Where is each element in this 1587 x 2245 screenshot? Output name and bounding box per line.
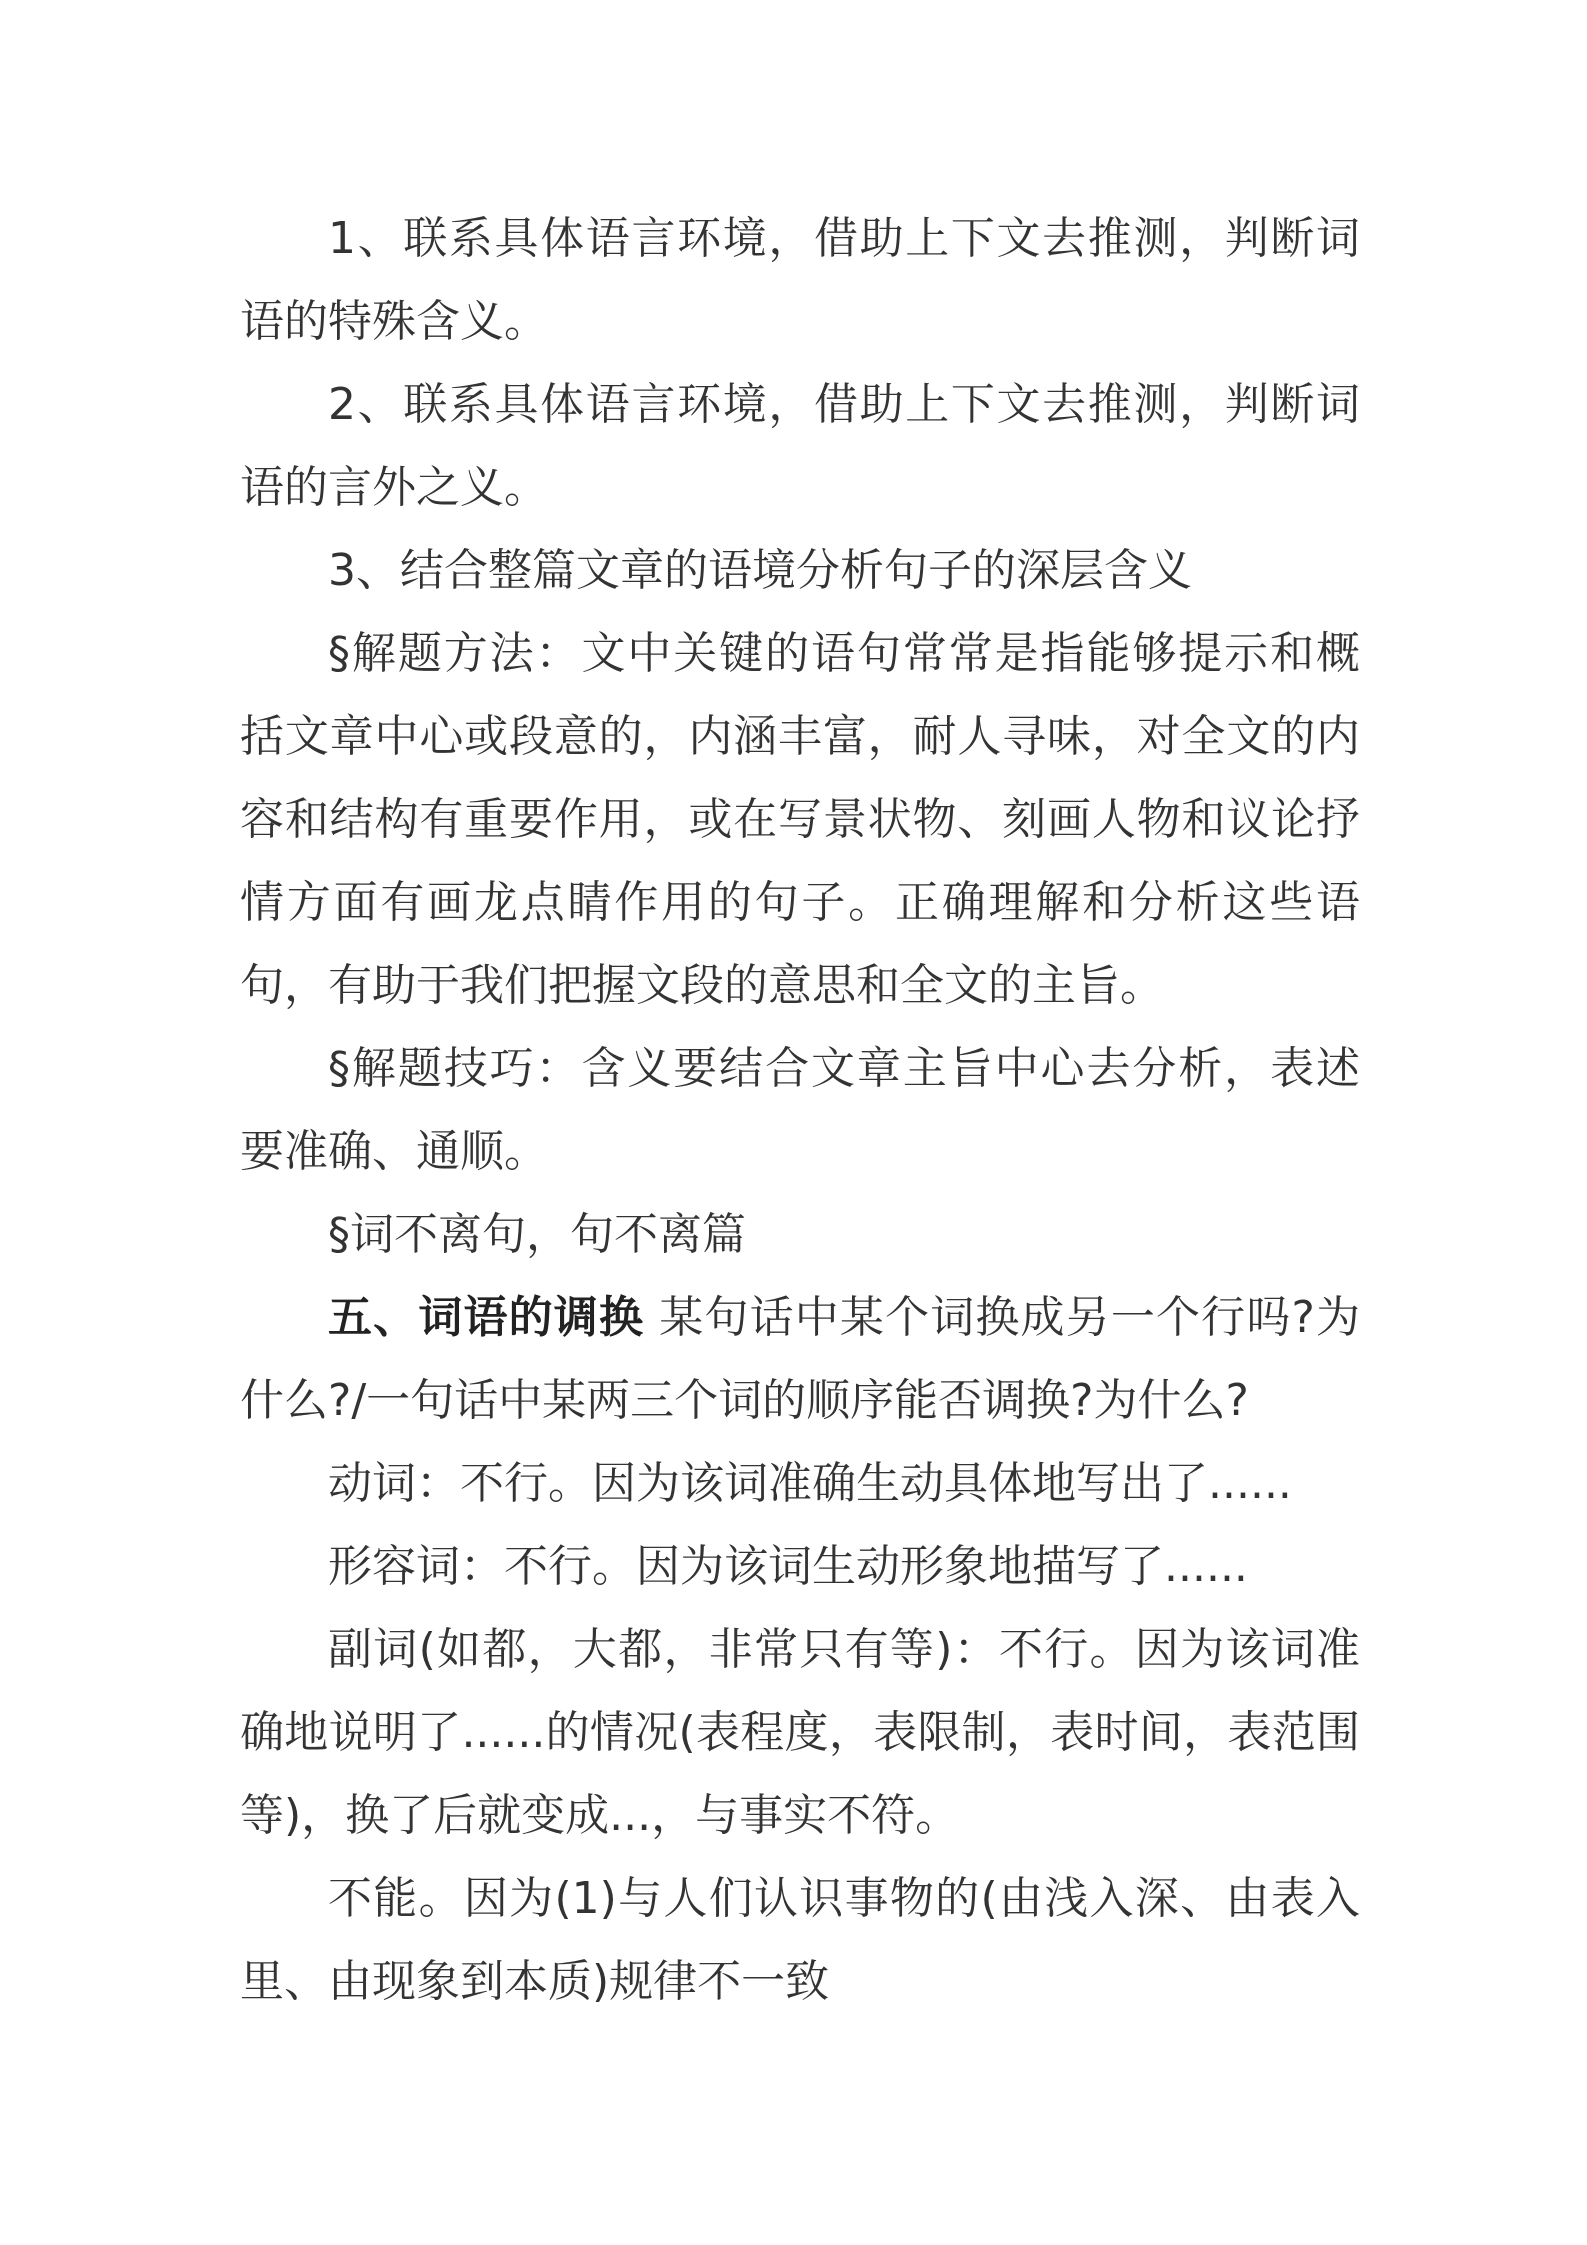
paragraph-text: §解题技巧：含义要结合文章主旨中心去分析，表述要准确、通顺。 [240,1043,1360,1177]
paragraph-section-five [240,1276,1360,1442]
paragraph-method [240,612,1360,1027]
document-page [240,197,1360,2023]
paragraph-3 [240,529,1360,612]
paragraph-order [240,1857,1360,2023]
paragraph-adjective [240,1525,1360,1608]
paragraph-adverb [240,1608,1360,1857]
paragraph-text: 动词：不行。因为该词准确生动具体地写出了...... [328,1458,1292,1509]
paragraph-text: 副词(如都，大都，非常只有等)：不行。因为该词准确地说明了......的情况(表程度，表限制，表时间，表范围等)，换了后就变成...，与事实不符。 [240,1624,1360,1841]
paragraph-principle [240,1193,1360,1276]
paragraph-text: 某句话中某个词换成另一个行吗?为什么?/一句话中某两三个词的顺序能否调换?为什么? [240,1292,1361,1426]
paragraph-text: 不能。因为(1)与人们认识事物的(由浅入深、由表入里、由现象到本质)规律不一致 [240,1873,1360,2007]
paragraph-1 [240,197,1360,363]
paragraph-technique [240,1027,1360,1193]
paragraph-text: §解题方法：文中关键的语句常常是指能够提示和概括文章中心或段意的，内涵丰富，耐人寻味，对全文的内容和结构有重要作用，或在写景状物、刻画人物和议论抒情方面有画龙点睛作用的句子。正确理解和分析这些语句，有助于我们把握文段的意思和全文的主旨。 [240,628,1360,1011]
paragraph-2 [240,363,1360,529]
section-heading: 五、词语的调换 [328,1292,645,1343]
paragraph-text: 2、联系具体语言环境，借助上下文去推测，判断词语的言外之义。 [240,379,1360,513]
paragraph-text: 1、联系具体语言环境，借助上下文去推测，判断词语的特殊含义。 [240,213,1360,347]
paragraph-text: §词不离句，句不离篇 [328,1209,746,1260]
paragraph-text: 3、结合整篇文章的语境分析句子的深层含义 [328,545,1192,596]
paragraph-verb [240,1442,1360,1525]
paragraph-text: 形容词：不行。因为该词生动形象地描写了...... [328,1541,1248,1592]
